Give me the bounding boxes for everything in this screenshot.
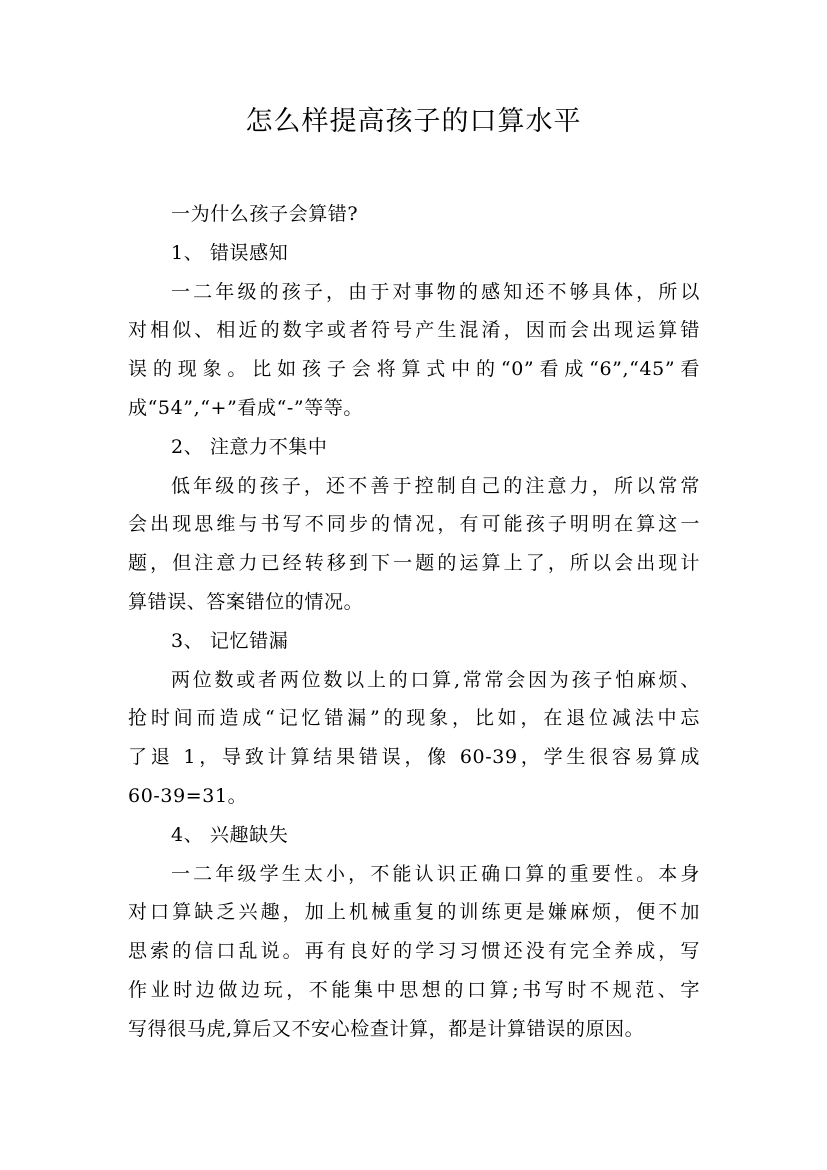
paragraph-line: 写得很马虎,算后又不安心检查计算，都是计算错误的原因。 [128, 1017, 645, 1040]
paragraph-line: 一二年级学生太小，不能认识正确口算的重要性。本身 [171, 862, 700, 885]
paragraph-line: 对口算缺乏兴趣，加上机械重复的训练更是嫌麻烦，便不加 [128, 901, 700, 924]
subheading-1: 1、 错误感知 [171, 241, 289, 264]
subheading-2: 2、 注意力不集中 [171, 435, 328, 458]
paragraph-line: 了退 1，导致计算结果错误，像 60-39，学生很容易算成 [128, 746, 700, 769]
paragraph-line: 算错误、答案错位的情况。 [128, 590, 364, 613]
section-heading-why: 一为什么孩子会算错? [171, 203, 359, 225]
paragraph-line: 会出现思维与书写不同步的情况，有可能孩子明明在算这一 [128, 513, 700, 536]
subheading-4: 4、 兴趣缺失 [171, 823, 289, 846]
subheading-3: 3、 记忆错漏 [171, 629, 289, 652]
paragraph-line: 误的现象。比如孩子会将算式中的“0”看成“6”,“45”看 [128, 358, 700, 381]
paragraph-line: 成“54”,“+”看成“-”等等。 [128, 396, 364, 419]
paragraph-line: 抢时间而造成“记忆错漏”的现象，比如，在退位减法中忘 [128, 707, 700, 730]
paragraph-line: 作业时边做边玩，不能集中思想的口算;书写时不规范、字 [128, 978, 700, 1001]
paragraph-line: 题，但注意力已经转移到下一题的运算上了，所以会出现计 [128, 552, 700, 575]
paragraph-line: 60-39=31。 [128, 784, 248, 807]
paragraph-line: 对相似、相近的数字或者符号产生混淆，因而会出现运算错 [128, 319, 700, 342]
document-body [128, 195, 700, 1049]
document-title: 怎么样提高孩子的口算水平 [245, 106, 582, 137]
paragraph-line: 一二年级的孩子，由于对事物的感知还不够具体，所以 [171, 280, 700, 303]
paragraph-line: 两位数或者两位数以上的口算,常常会因为孩子怕麻烦、 [171, 668, 700, 691]
paragraph-line: 低年级的孩子，还不善于控制自己的注意力，所以常常 [171, 474, 700, 497]
paragraph-line: 思索的信口乱说。再有良好的学习习惯还没有完全养成，写 [128, 940, 700, 963]
